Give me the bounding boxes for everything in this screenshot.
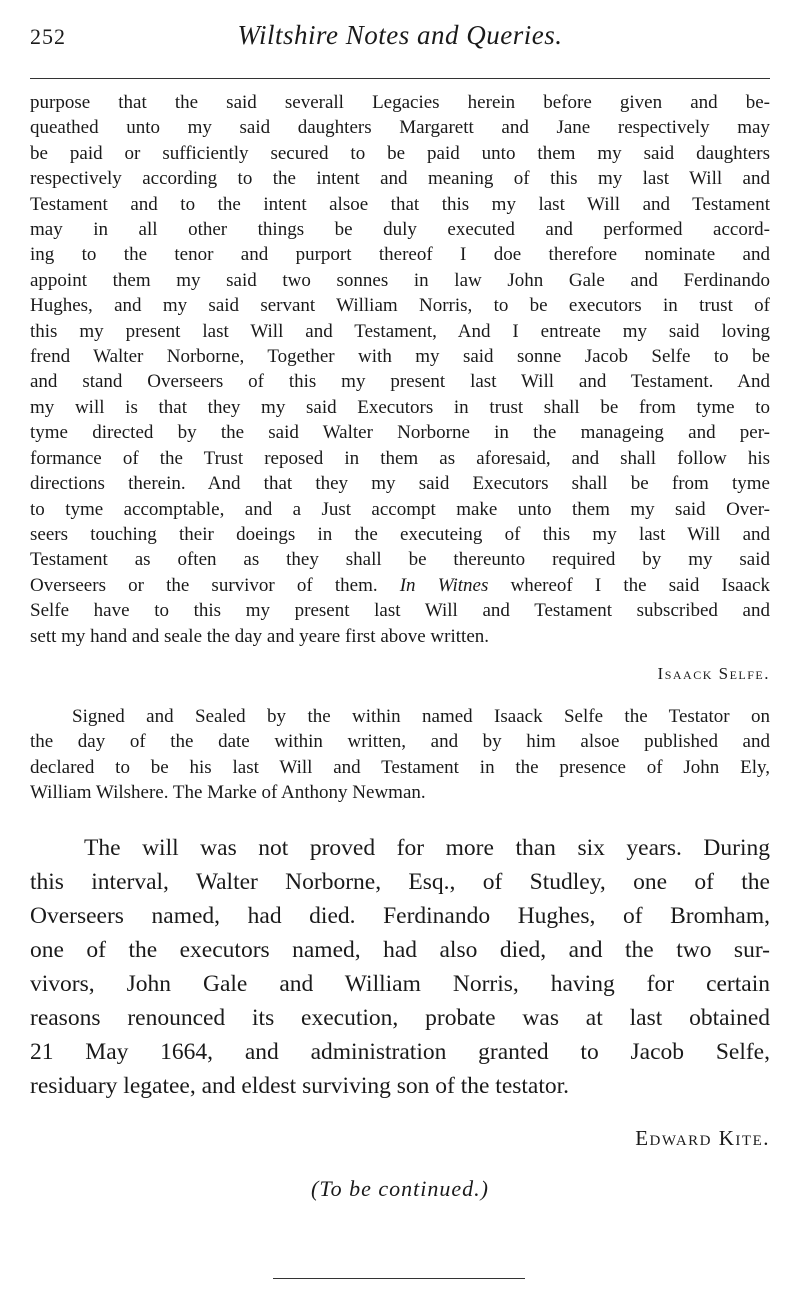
text-line: directions therein. And that they my said Executors shall be from tyme	[30, 473, 770, 495]
text-line: Testament and to the intent alsoe that this my last Will and Testament	[30, 193, 770, 215]
text-line: to tyme accomptable, and a Just accompt make unto them my said Over-	[30, 498, 770, 520]
text-line: this interval, Walter Norborne, Esq., of Studley, one of the	[30, 869, 770, 895]
text-line: purpose that the said severall Legacies herein before given and be-	[30, 92, 770, 113]
italic-phrase: In Witnes	[399, 574, 489, 596]
text-line: may in all other things be duly executed and performed accord-	[30, 219, 770, 241]
text-line: one of the executors named, had also died, and the two sur-	[30, 937, 770, 963]
text-line: this my present last Will and Testament, And I entreate my said loving	[30, 320, 770, 342]
text-line: The will was not proved for more than six years. During	[84, 835, 770, 861]
text-line: and stand Overseers of this my present last Will and Testament. And	[30, 371, 770, 393]
text-segment: Overseers or the survivor of them.	[30, 574, 400, 596]
header-rule	[30, 78, 770, 79]
text-line: respectively according to the intent and meaning of this my last Will and	[30, 168, 770, 190]
text-line: appoint them my said two sonnes in law John Gale and Ferdinando	[30, 269, 770, 291]
text-line: Hughes, and my said servant William Norris, to be executors in trust of	[30, 295, 770, 317]
text-segment: whereof I the said Isaack	[488, 574, 770, 596]
text-line: be paid or sufficiently secured to be paid unto them my said daughters	[30, 142, 770, 164]
text-line: declared to be his last Will and Testament in the presence of John Ely,	[30, 756, 770, 778]
text-line: the day of the date within written, and by him alsoe published and	[30, 731, 770, 753]
text-line: sett my hand and seale the day and yeare first above written.	[30, 625, 489, 647]
text-line	[30, 573, 770, 598]
text-line: Signed and Sealed by the within named Isaack Selfe the Testator on	[72, 706, 770, 727]
running-title: Wiltshire Notes and Queries.	[237, 20, 563, 50]
commentary-paragraph	[30, 831, 770, 1103]
witness-paragraph	[30, 704, 770, 806]
text-line: reasons renounced its execution, probate was at last obtained	[30, 1005, 770, 1031]
text-line: Overseers named, had died. Ferdinando Hughes, of Bromham,	[30, 903, 770, 929]
text-line: my will is that they my said Executors in trust shall be from tyme to	[30, 396, 770, 418]
text-line: William Wilshere. The Marke of Anthony Newman.	[30, 782, 426, 804]
text-line: formance of the Trust reposed in them as aforesaid, and shall follow his	[30, 447, 770, 469]
text-line: Testament as often as they shall be thereunto required by my said	[30, 549, 770, 571]
testator-signature: Isaack Selfe.	[657, 664, 770, 683]
text-line: ing to the tenor and purport thereof I doe therefore nominate and	[30, 244, 770, 266]
text-line: vivors, John Gale and William Norris, having for certain	[30, 971, 770, 997]
will-text-paragraph	[30, 90, 770, 649]
text-line: residuary legatee, and eldest surviving son of the testator.	[30, 1073, 570, 1099]
text-line: 21 May 1664, and administration granted to Jacob Selfe,	[30, 1039, 770, 1065]
text-line: Selfe have to this my present last Will and Testament subscribed and	[30, 600, 770, 622]
author-signature: Edward Kite.	[635, 1126, 770, 1150]
text-line: tyme directed by the said Walter Norborne in the manageing and per-	[30, 422, 770, 444]
text-line: queathed unto my said daughters Margarett and Jane respectively may	[30, 117, 770, 139]
footer-rule	[273, 1278, 525, 1279]
page-number: 252	[30, 24, 66, 49]
text-line: frend Walter Norborne, Together with my said sonne Jacob Selfe to be	[30, 346, 770, 368]
text-line: seers touching their doeings in the executeing of this my last Will and	[30, 523, 770, 545]
to-be-continued: (To be continued.)	[311, 1176, 489, 1201]
